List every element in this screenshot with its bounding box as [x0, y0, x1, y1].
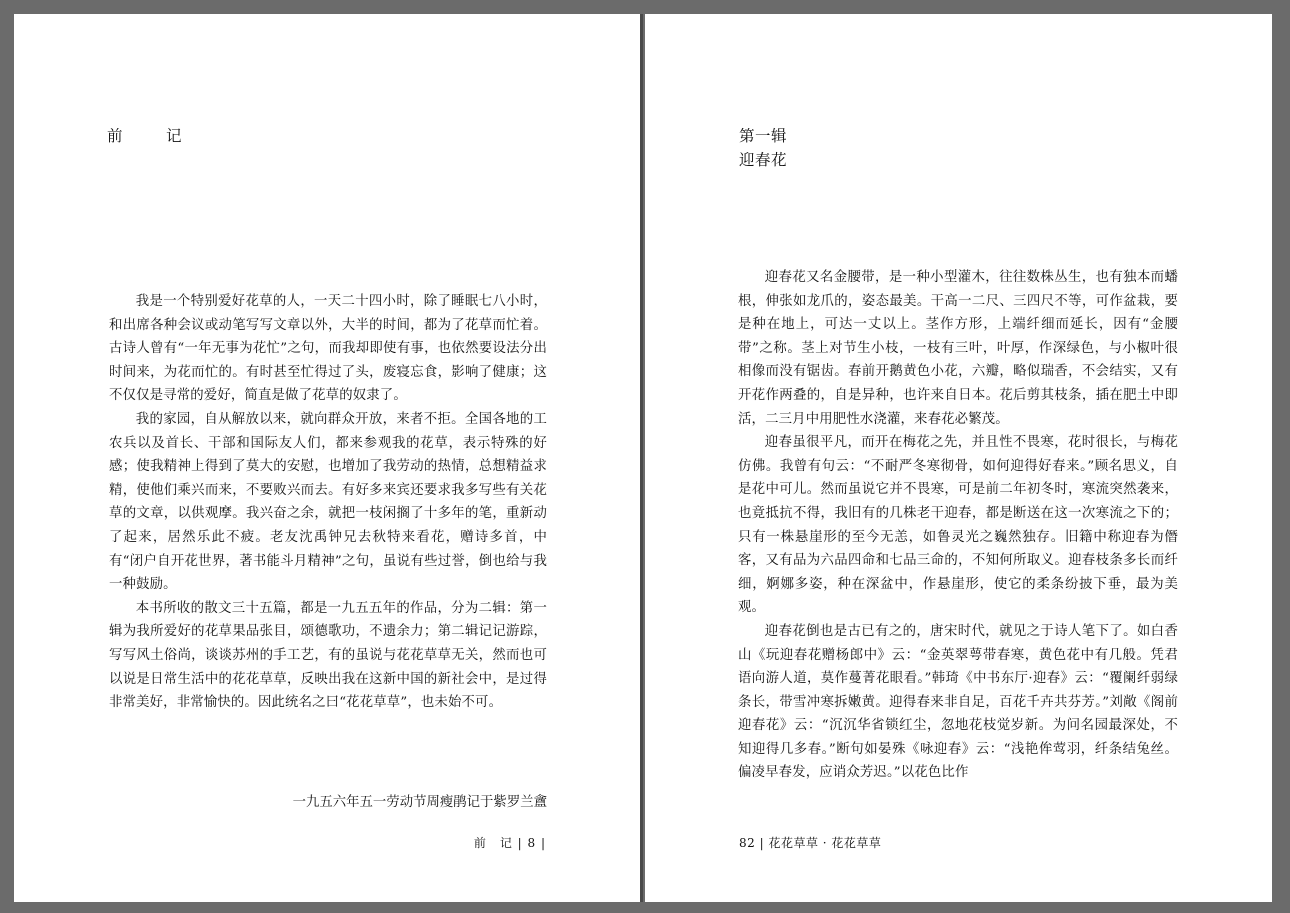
- chapter-title: 迎春花: [739, 151, 788, 169]
- paragraph: 我的家园，自从解放以来，就向群众开放，来者不拒。全国各地的工农兵以及首长、干部和国际友人们，都来参观我的花草，表示特殊的好感；使我精神上得到了莫大的安慰，也增加了我劳动的热情，总想精益求精，使他们乘兴而来，不要败兴而去。有好多来宾还要求我多写些有关花草的文章，以供观摩。我兴奋之余，就把一枝闲搁了十多年的笔，重新动了起来，居然乐此不疲。老友沈禹钟兄去秋特来看花，赠诗多首，中有“闭户自开花世界，著书能斗月精神”之句，虽说有些过誉，倒也给与我一种鼓励。: [109, 411, 547, 593]
- page-title: 前 记: [107, 127, 196, 145]
- author-signature: 一九五六年五一劳动节周瘦鹃记于紫罗兰盦: [292, 795, 547, 810]
- part-label: 第一辑: [739, 127, 788, 145]
- page-footer: 82 | 花花草草 · 花花草草: [739, 836, 882, 850]
- page-footer: 前 记 | 8 |: [473, 836, 546, 850]
- chapter-body: [738, 266, 1178, 785]
- left-page: [14, 14, 640, 902]
- preface-body: [109, 290, 547, 715]
- right-page: [645, 14, 1272, 902]
- paragraph: 迎春虽很平凡，而开在梅花之先，并且性不畏寒，花时很长，与梅花仿佛。我曾有句云：“不耐严冬寒彻骨，如何迎得好春来。”顾名思义，自是花中可儿。然而虽说它并不畏寒，可是前二年初冬时，寒流突然袭来，也竟抵抗不得，我旧有的几株老干迎春，都是断送在这一次寒流之下的；只有一株悬崖形的至今无恙，如鲁灵光之巍然独存。旧籍中称迎春为僭客，又有品为六品四命和七品三命的，不知何所取义。迎春枝条多长而纤细，婀娜多姿，种在深盆中，作悬崖形，使它的柔条纷披下垂，最为美观。: [738, 435, 1178, 616]
- chapter-heading: [739, 124, 787, 172]
- paragraph: 本书所收的散文三十五篇，都是一九五五年的作品，分为二辑：第一辑为我所爱好的花草果品张目，颂德歌功，不遗余力；第二辑记记游踪，写写风土俗尚，谈谈苏州的手工艺，有的虽说与花花草草无关，然而也可以说是日常生活中的花花草草，反映出我在这新中国的新社会中，是过得非常美好，非常愉快的。因此统名之曰“花花草草”，也未始不可。: [109, 600, 547, 711]
- page-divider: [640, 14, 643, 902]
- paragraph: 迎春花又名金腰带，是一种小型灌木，往往数株丛生，也有独本而蟠根，伸张如龙爪的，姿态最美。干高一二尺、三四尺不等，可作盆栽，要是种在地上，可达一丈以上。茎作方形，上端纤细而延长，因有“金腰带”之称。茎上对节生小枝，一枝有三叶，叶厚，作深绿色，与小椒叶很相像而没有锯齿。春前开鹅黄色小花，六瓣，略似瑞香，不会结实，又有开花作两叠的，自是异种，也许来自日本。花后剪其枝条，插在肥土中即活，二三月中用肥性水浇灌，来春花必繁茂。: [738, 270, 1178, 427]
- paragraph: 我是一个特别爱好花草的人，一天二十四小时，除了睡眠七八小时，和出席各种会议或动笔写写文章以外，大半的时间，都为了花草而忙着。古诗人曾有“一年无事为花忙”之句，而我却即使有事，也依然要设法分出时间来，为花而忙的。有时甚至忙得过了头，废寝忘食，影响了健康；这不仅仅是寻常的爱好，简直是做了花草的奴隶了。: [109, 294, 547, 404]
- paragraph: 迎春花倒也是古已有之的，唐宋时代，就见之于诗人笔下了。如白香山《玩迎春花赠杨郎中》云：“金英翠萼带春寒，黄色花中有几般。凭君语向游人道，莫作蔓菁花眼看。”韩琦《中书东厅·迎春》云：“覆阑纤弱绿条长，带雪冲寒拆嫩黄。迎得春来非自足，百花千卉共芬芳。”刘敞《阁前迎春花》云：“沉沉华省锁红尘，忽地花枝觉岁新。为问名园最深处，不知迎得几多春。”断句如晏殊《咏迎春》云：“浅艳侔莺羽，纤条结兔丝。偏凌早春发，应诮众芳迟。”以花色比作: [738, 623, 1178, 781]
